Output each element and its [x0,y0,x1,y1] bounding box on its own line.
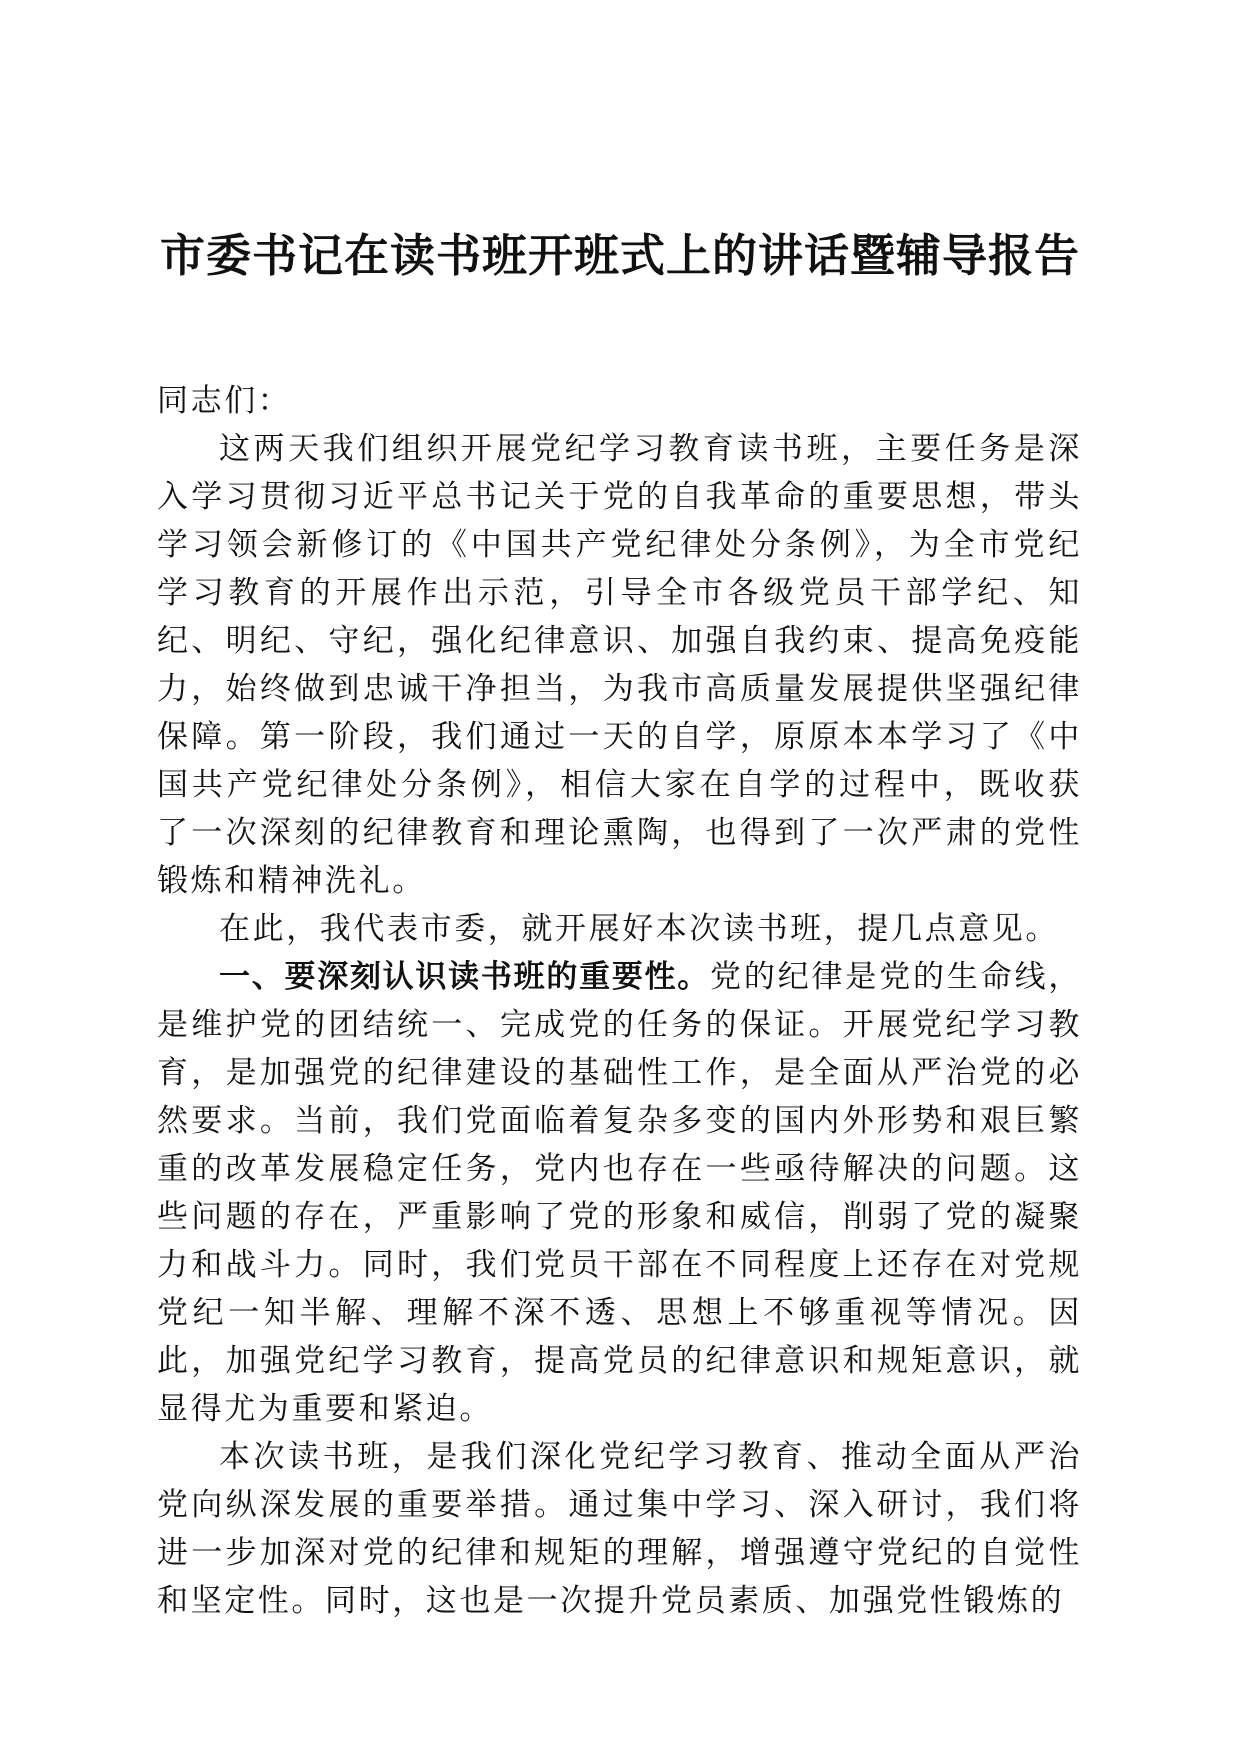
section-one-paragraph [157,953,1082,1433]
document-title: 市委书记在读书班开班式上的讲话暨辅导报告 [159,229,1080,282]
paragraph-closing: 本次读书班，是我们深化党纪学习教育、推动全面从严治党向纵深发展的重要举措。通过集中学习、深入研讨，我们将进一步加深对党的纪律和规矩的理解，增强遵守党纪的自觉性和坚定性。同时，这也是一次提升党员素质、加强党性锻炼的 [157,1439,1082,1619]
document-body [157,377,1082,1625]
section-one-heading: 一、要深刻认识读书班的重要性。 [219,959,711,995]
paragraph-opinions: 在此，我代表市委，就开展好本次读书班，提几点意见。 [219,911,1059,947]
salutation: 同志们： [157,383,292,419]
paragraph-intro: 这两天我们组织开展党纪学习教育读书班，主要任务是深入学习贯彻习近平总书记关于党的自我革命的重要思想，带头学习领会新修订的《中国共产党纪律处分条例》，为全市党纪学习教育的开展作出示范，引导全市各级党员干部学纪、知纪、明纪、守纪，强化纪律意识、加强自我约束、提高免疫能力，始终做到忠诚干净担当，为我市高质量发展提供坚强纪律保障。第一阶段，我们通过一天的自学，原原本本学习了《中国共产党纪律处分条例》，相信大家在自学的过程中，既收获了一次深刻的纪律教育和理论熏陶，也得到了一次严肃的党性锻炼和精神洗礼。 [157,431,1082,899]
section-one-text: 党的纪律是党的生命线，是维护党的团结统一、完成党的任务的保证。开展党纪学习教育，是加强党的纪律建设的基础性工作，是全面从严治党的必然要求。当前，我们党面临着复杂多变的国内外形势和艰巨繁重的改革发展稳定任务，党内也存在一些亟待解决的问题。这些问题的存在，严重影响了党的形象和威信，削弱了党的凝聚力和战斗力。同时，我们党员干部在不同程度上还存在对党规党纪一知半解、理解不深不透、思想上不够重视等情况。因此，加强党纪学习教育，提高党员的纪律意识和规矩意识，就显得尤为重要和紧迫。 [157,959,1083,1427]
